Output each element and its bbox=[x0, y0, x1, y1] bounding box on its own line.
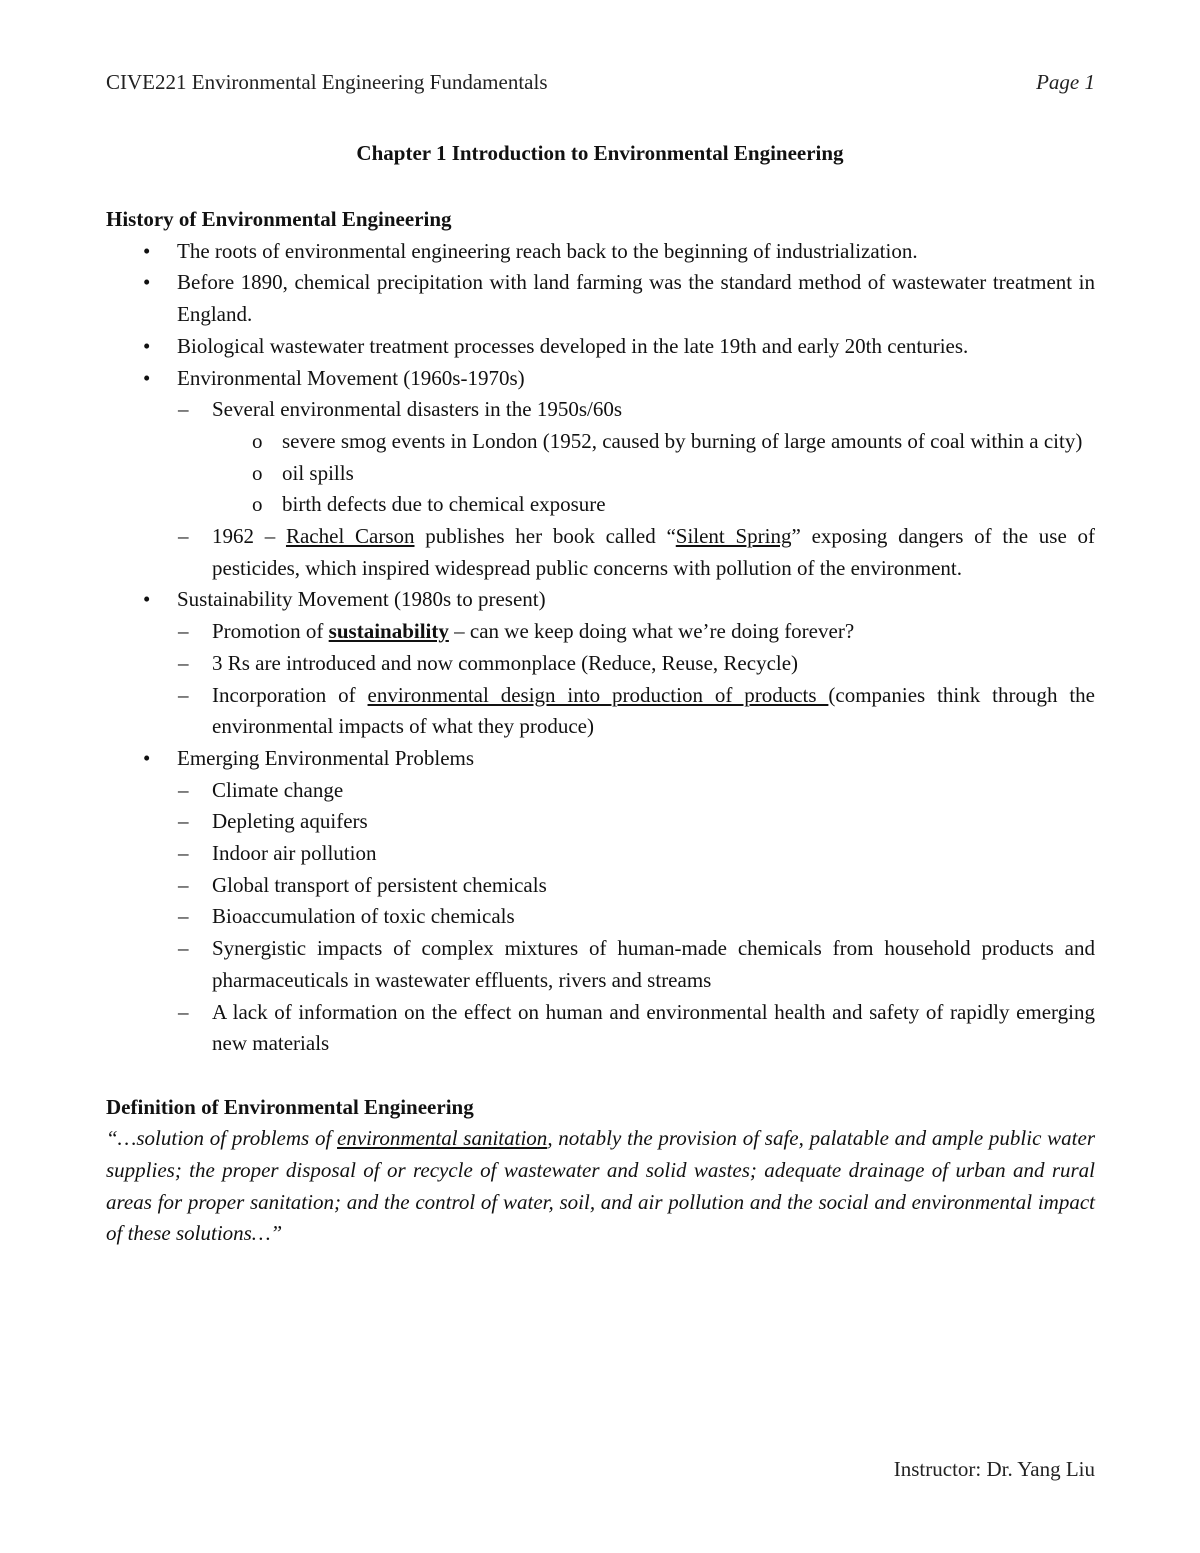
dash-icon: – bbox=[178, 999, 189, 1024]
text-run: “…solution of problems of bbox=[106, 1126, 338, 1151]
environmental-design-underlined: environmental design into production of products bbox=[367, 682, 829, 707]
list-item-text: Synergistic impacts of complex mixtures of human-made chemicals from household products and pharmaceuticals in wastewater effluents, rivers and streams bbox=[212, 936, 1095, 992]
list-item-text: The roots of environmental engineering reach back to the beginning of industrialization. bbox=[177, 238, 918, 263]
sub-list-item bbox=[106, 997, 1095, 1060]
text-run: ” exposing dangers of the use of pesticides, which inspired widespread public concerns with pollution of the environment. bbox=[212, 524, 1095, 580]
section-heading-definition: Definition of Environmental Engineering bbox=[106, 1094, 474, 1119]
list-item-text: birth defects due to chemical exposure bbox=[282, 492, 606, 517]
dash-icon: – bbox=[178, 809, 189, 834]
rachel-carson-underlined: Rachel Carson bbox=[285, 524, 415, 549]
list-item-text: oil spills bbox=[282, 460, 354, 485]
dash-icon: – bbox=[178, 841, 189, 866]
list-item-text: Bioaccumulation of toxic chemicals bbox=[212, 904, 515, 929]
dash-icon: – bbox=[178, 619, 189, 644]
circle-bullet-icon: o bbox=[252, 428, 263, 453]
list-item-text: Several environmental disasters in the 1950s/60s bbox=[212, 397, 623, 422]
list-item-text: Environmental Movement (1960s-1970s) bbox=[177, 365, 525, 390]
list-item-text: Biological wastewater treatment processes developed in the late 19th and early 20th centuries. bbox=[177, 333, 969, 358]
list-item-text: Depleting aquifers bbox=[212, 809, 368, 834]
dash-icon: – bbox=[178, 524, 189, 549]
list-item-text: Global transport of persistent chemicals bbox=[212, 872, 547, 897]
circle-bullet-icon: o bbox=[252, 460, 263, 485]
sub-sub-list-item bbox=[106, 489, 1095, 521]
text-run: Promotion of bbox=[212, 619, 329, 644]
chapter-title: Chapter 1 Introduction to Environmental Engineering bbox=[356, 141, 844, 165]
sub-list-item bbox=[106, 901, 1095, 933]
bullet-icon: • bbox=[143, 745, 151, 770]
text-run: – can we keep doing what we’re doing forever? bbox=[448, 619, 855, 644]
sub-list-item bbox=[106, 521, 1095, 584]
list-item bbox=[106, 743, 1095, 775]
page-header bbox=[106, 70, 1095, 95]
page-number: Page 1 bbox=[1036, 70, 1095, 94]
sub-list-item bbox=[106, 394, 1095, 426]
bullet-icon: • bbox=[143, 238, 151, 263]
bullet-icon: • bbox=[143, 270, 151, 295]
course-title: CIVE221 Environmental Engineering Fundamentals bbox=[106, 70, 548, 94]
bullet-icon: • bbox=[143, 333, 151, 358]
text-run: publishes her book called “ bbox=[414, 524, 676, 549]
list-item bbox=[106, 584, 1095, 616]
sub-list-item bbox=[106, 838, 1095, 870]
text-run: Incorporation of bbox=[212, 682, 368, 707]
list-item bbox=[106, 267, 1095, 330]
page-footer: Instructor: Dr. Yang Liu bbox=[893, 1457, 1095, 1481]
dash-icon: – bbox=[178, 682, 189, 707]
dash-icon: – bbox=[178, 397, 189, 422]
definition-quote bbox=[106, 1123, 1095, 1250]
text-run: (companies think through the environmental impacts of what they produce) bbox=[212, 682, 1095, 739]
sub-list-item bbox=[106, 680, 1095, 743]
text-run: , notably the provision of safe, palatable and ample public water supplies; the proper disposal of or recycle of wastewater and solid wastes; adequate drainage of urban and rural areas for proper sanitation; and the control of water, soil, and air pollution and the social and environmental impact of these solutions…” bbox=[106, 1126, 1095, 1246]
dash-icon: – bbox=[178, 872, 189, 897]
list-item-text: severe smog events in London (1952, caused by burning of large amounts of coal within a city) bbox=[282, 428, 1083, 453]
bullet-icon: • bbox=[143, 587, 151, 612]
text-run: 1962 – bbox=[212, 524, 286, 549]
list-item-text: Indoor air pollution bbox=[212, 841, 377, 866]
circle-bullet-icon: o bbox=[252, 492, 263, 517]
spacer bbox=[106, 1060, 1095, 1092]
section-heading-history: History of Environmental Engineering bbox=[106, 207, 452, 231]
sub-list-item bbox=[106, 775, 1095, 807]
dash-icon: – bbox=[178, 777, 189, 802]
dash-icon: – bbox=[178, 904, 189, 929]
sub-sub-list-item bbox=[106, 458, 1095, 490]
sustainability-emphasis: sustainability bbox=[328, 619, 449, 644]
list-item-text: Before 1890, chemical precipitation with land farming was the standard method of wastewater treatment in England. bbox=[177, 270, 1095, 327]
sub-list-item bbox=[106, 933, 1095, 996]
dash-icon: – bbox=[178, 650, 189, 675]
list-item bbox=[106, 331, 1095, 363]
list-item-text: 3 Rs are introduced and now commonplace (Reduce, Reuse, Recycle) bbox=[212, 650, 799, 675]
list-item-text: A lack of information on the effect on human and environmental health and safety of rapidly emerging new materials bbox=[212, 999, 1095, 1056]
silent-spring-underlined: Silent Spring bbox=[675, 524, 792, 549]
sub-sub-list-item bbox=[106, 426, 1095, 458]
list-item bbox=[106, 236, 1095, 268]
list-item bbox=[106, 363, 1095, 395]
document-body bbox=[106, 204, 1095, 1250]
environmental-sanitation-underlined: environmental sanitation bbox=[337, 1126, 548, 1151]
sub-list-item bbox=[106, 648, 1095, 680]
sub-list-item bbox=[106, 616, 1095, 648]
dash-icon: – bbox=[178, 936, 189, 961]
list-item-text: Sustainability Movement (1980s to present) bbox=[177, 587, 546, 612]
bullet-icon: • bbox=[143, 365, 151, 390]
sub-list-item bbox=[106, 870, 1095, 902]
list-item-text: Emerging Environmental Problems bbox=[177, 745, 475, 770]
sub-list-item bbox=[106, 806, 1095, 838]
list-item-text: Climate change bbox=[212, 777, 344, 802]
